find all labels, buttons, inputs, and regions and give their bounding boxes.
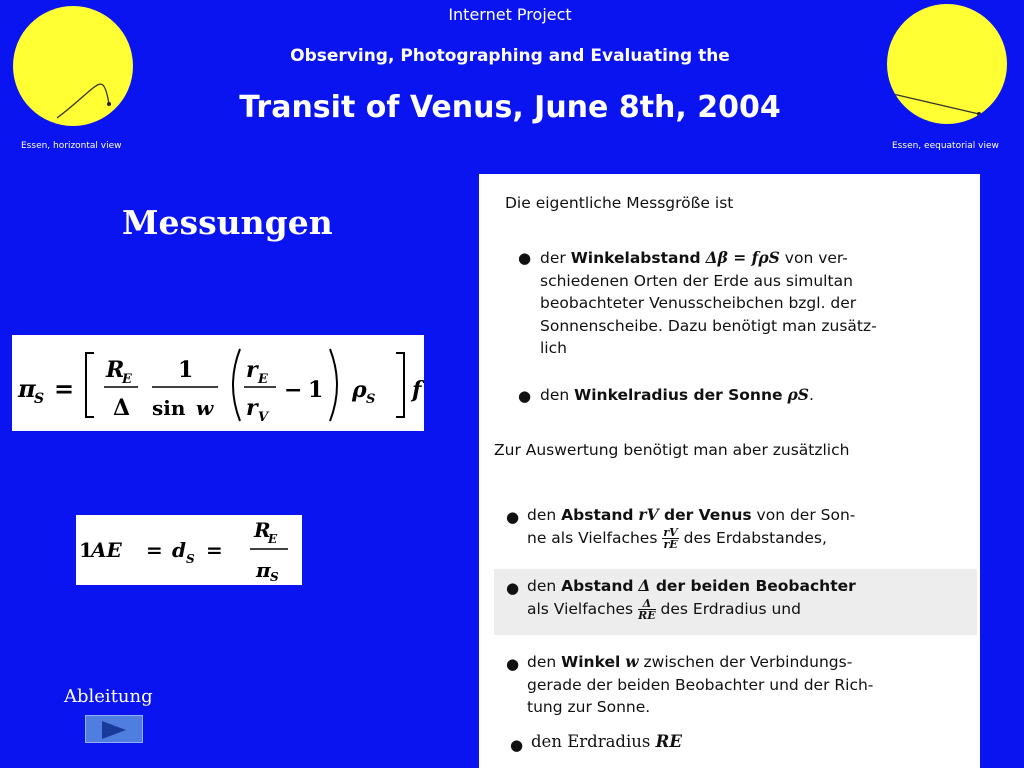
header-subtitle: Observing, Photographing and Evaluating the bbox=[290, 46, 730, 66]
svg-text:1: 1 bbox=[178, 357, 194, 383]
panel-intro: Die eigentliche Messgröße ist bbox=[505, 194, 734, 212]
left-image-caption: Essen, horizontal view bbox=[21, 141, 122, 151]
item-angular-distance: der Winkelabstand Δβ = fρS von ver- schiedenen Orten der Erde aus simultan beobachteter Venusscheibchen bzgl. der Sonnenscheibe. Dazu benötigt man zusätz- lich bbox=[540, 248, 877, 357]
svg-text:AE: AE bbox=[91, 538, 122, 562]
formula-astronomical-unit bbox=[76, 515, 302, 585]
bullet-icon: ● bbox=[518, 249, 532, 267]
explanation-panel bbox=[479, 174, 980, 768]
bullet-icon: ● bbox=[506, 508, 520, 526]
bullet-icon: ● bbox=[506, 579, 520, 597]
bullet-icon: ● bbox=[510, 736, 524, 754]
bullet-icon: ● bbox=[506, 655, 520, 673]
svg-text:sin: sin bbox=[152, 396, 186, 420]
nav-label: Ableitung bbox=[64, 686, 153, 707]
svg-text:S: S bbox=[186, 552, 195, 566]
svg-text:E: E bbox=[258, 372, 268, 387]
svg-text:π: π bbox=[256, 558, 271, 582]
formula-parallax bbox=[12, 335, 424, 431]
svg-text:V: V bbox=[258, 410, 269, 425]
bullet-icon: ● bbox=[518, 387, 532, 405]
section-heading: Zur Auswertung benötigt man aber zusätzlich bbox=[494, 441, 850, 459]
svg-text:−: − bbox=[284, 377, 303, 403]
next-arrow-button[interactable] bbox=[85, 715, 143, 743]
svg-text:S: S bbox=[270, 570, 279, 584]
svg-text:Δ: Δ bbox=[113, 395, 131, 421]
svg-text:=: = bbox=[54, 374, 75, 403]
svg-text:f: f bbox=[412, 377, 422, 403]
slide-title: Messungen bbox=[122, 203, 333, 242]
play-arrow-icon bbox=[100, 719, 128, 741]
header-project: Internet Project bbox=[448, 5, 572, 24]
item-earth-radius: den Erdradius RE bbox=[531, 732, 682, 751]
svg-text:1: 1 bbox=[79, 538, 93, 562]
sun-horizontal-view-image bbox=[13, 6, 133, 126]
svg-text:ρ: ρ bbox=[352, 377, 367, 403]
svg-text:R: R bbox=[254, 518, 271, 542]
item-sun-radius: den Winkelradius der Sonne ρS. bbox=[540, 385, 814, 404]
item-observer-distance: den Abstand Δ der beiden Beobachter als Vielfaches $\frac{\Delta}{RE}$ des Erdradius und bbox=[527, 576, 856, 622]
svg-text:E: E bbox=[122, 372, 132, 387]
svg-text:S: S bbox=[34, 391, 45, 407]
item-angle-w: den Winkel w zwischen der Verbindungs- gerade der beiden Beobachter und der Rich- tung zur Sonne. bbox=[527, 652, 874, 716]
svg-text:=: = bbox=[206, 538, 223, 562]
svg-text:d: d bbox=[172, 538, 186, 562]
svg-text:R: R bbox=[106, 357, 125, 383]
svg-text:r: r bbox=[246, 357, 258, 383]
svg-text:r: r bbox=[246, 395, 258, 421]
right-image-caption: Essen, eequatorial view bbox=[892, 141, 999, 151]
sun-equatorial-view-image bbox=[887, 4, 1007, 124]
item-venus-distance: den Abstand rV der Venus von der Son- ne als Vielfaches $\frac{rV}{rE}$ des Erdabstandes, bbox=[527, 505, 856, 551]
svg-text:1: 1 bbox=[308, 377, 324, 403]
svg-text:S: S bbox=[366, 392, 376, 407]
svg-text:w: w bbox=[196, 396, 214, 420]
svg-text:E: E bbox=[268, 532, 278, 546]
header-title: Transit of Venus, June 8th, 2004 bbox=[239, 90, 781, 125]
svg-text:π: π bbox=[18, 374, 36, 403]
svg-text:=: = bbox=[146, 538, 163, 562]
